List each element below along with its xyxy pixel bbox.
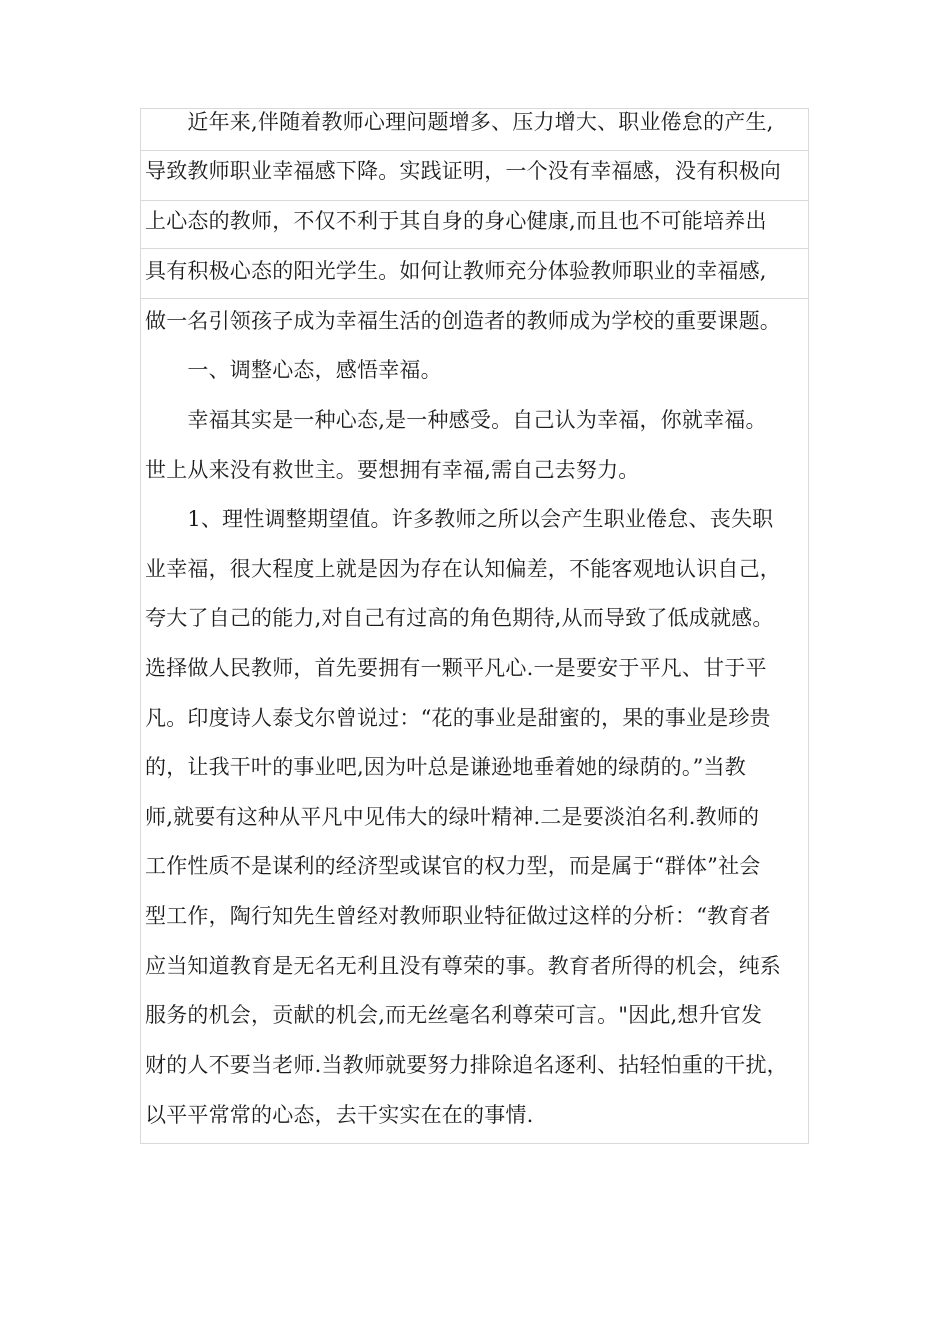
text-line: 具有积极心态的阳光学生。如何让教师充分体验教师职业的幸福感, xyxy=(145,259,767,283)
text-line: 工作性质不是谋利的经济型或谋官的权力型，而是属于“群体”社会 xyxy=(145,854,761,878)
text-line: 业幸福，很大程度上就是因为存在认知偏差，不能客观地认识自己， xyxy=(145,557,781,581)
frame-left-border xyxy=(140,108,141,1144)
text-line: 以平平常常的心态，去干实实在在的事情. xyxy=(145,1103,534,1127)
frame-divider-1 xyxy=(140,150,809,151)
text-line: 应当知道教育是无名无利且没有尊荣的事。教育者所得的机会，纯系 xyxy=(145,954,781,978)
text-line: 选择做人民教师，首先要拥有一颗平凡心.一是要安于平凡、甘于平 xyxy=(145,656,767,680)
text-line: 型工作，陶行知先生曾经对教师职业特征做过这样的分析：“教育者 xyxy=(145,904,771,928)
text-line: 凡。印度诗人泰戈尔曾说过：“花的事业是甜蜜的，果的事业是珍贵 xyxy=(145,706,771,730)
frame-divider-2 xyxy=(140,200,809,201)
frame-bottom-border xyxy=(140,1143,809,1144)
text-line: 导致教师职业幸福感下降。实践证明，一个没有幸福感，没有积极向 xyxy=(145,159,781,183)
text-line: 上心态的教师，不仅不利于其自身的身心健康,而且也不可能培养出 xyxy=(145,209,767,233)
text-line: 服务的机会，贡献的机会,而无丝毫名利尊荣可言。"因此,想升官发 xyxy=(145,1003,763,1027)
text-line: 夸大了自己的能力,对自己有过高的角色期待,从而导致了低成就感。 xyxy=(145,606,774,630)
text-line: 1、理性调整期望值。许多教师之所以会产生职业倦怠、丧失职 xyxy=(145,507,774,531)
text-line: 做一名引领孩子成为幸福生活的创造者的教师成为学校的重要课题。 xyxy=(145,309,781,333)
text-line: 幸福其实是一种心态,是一种感受。自己认为幸福，你就幸福。 xyxy=(145,408,767,432)
frame-divider-3 xyxy=(140,248,809,249)
frame-divider-4 xyxy=(140,298,809,299)
text-line: 财的人不要当老师.当教师就要努力排除追名逐利、拈轻怕重的干扰， xyxy=(145,1053,788,1077)
text-line: 的，让我干叶的事业吧,因为叶总是谦逊地垂着她的绿荫的。”当教 xyxy=(145,755,746,779)
section-heading: 一、调整心态，感悟幸福。 xyxy=(145,358,442,382)
text-line: 师,就要有这种从平凡中见伟大的绿叶精神.二是要淡泊名利.教师的 xyxy=(145,805,760,829)
text-line: 近年来,伴随着教师心理问题增多、压力增大、职业倦怠的产生, xyxy=(145,110,774,134)
text-line: 世上从来没有救世主。要想拥有幸福,需自己去努力。 xyxy=(145,458,640,482)
